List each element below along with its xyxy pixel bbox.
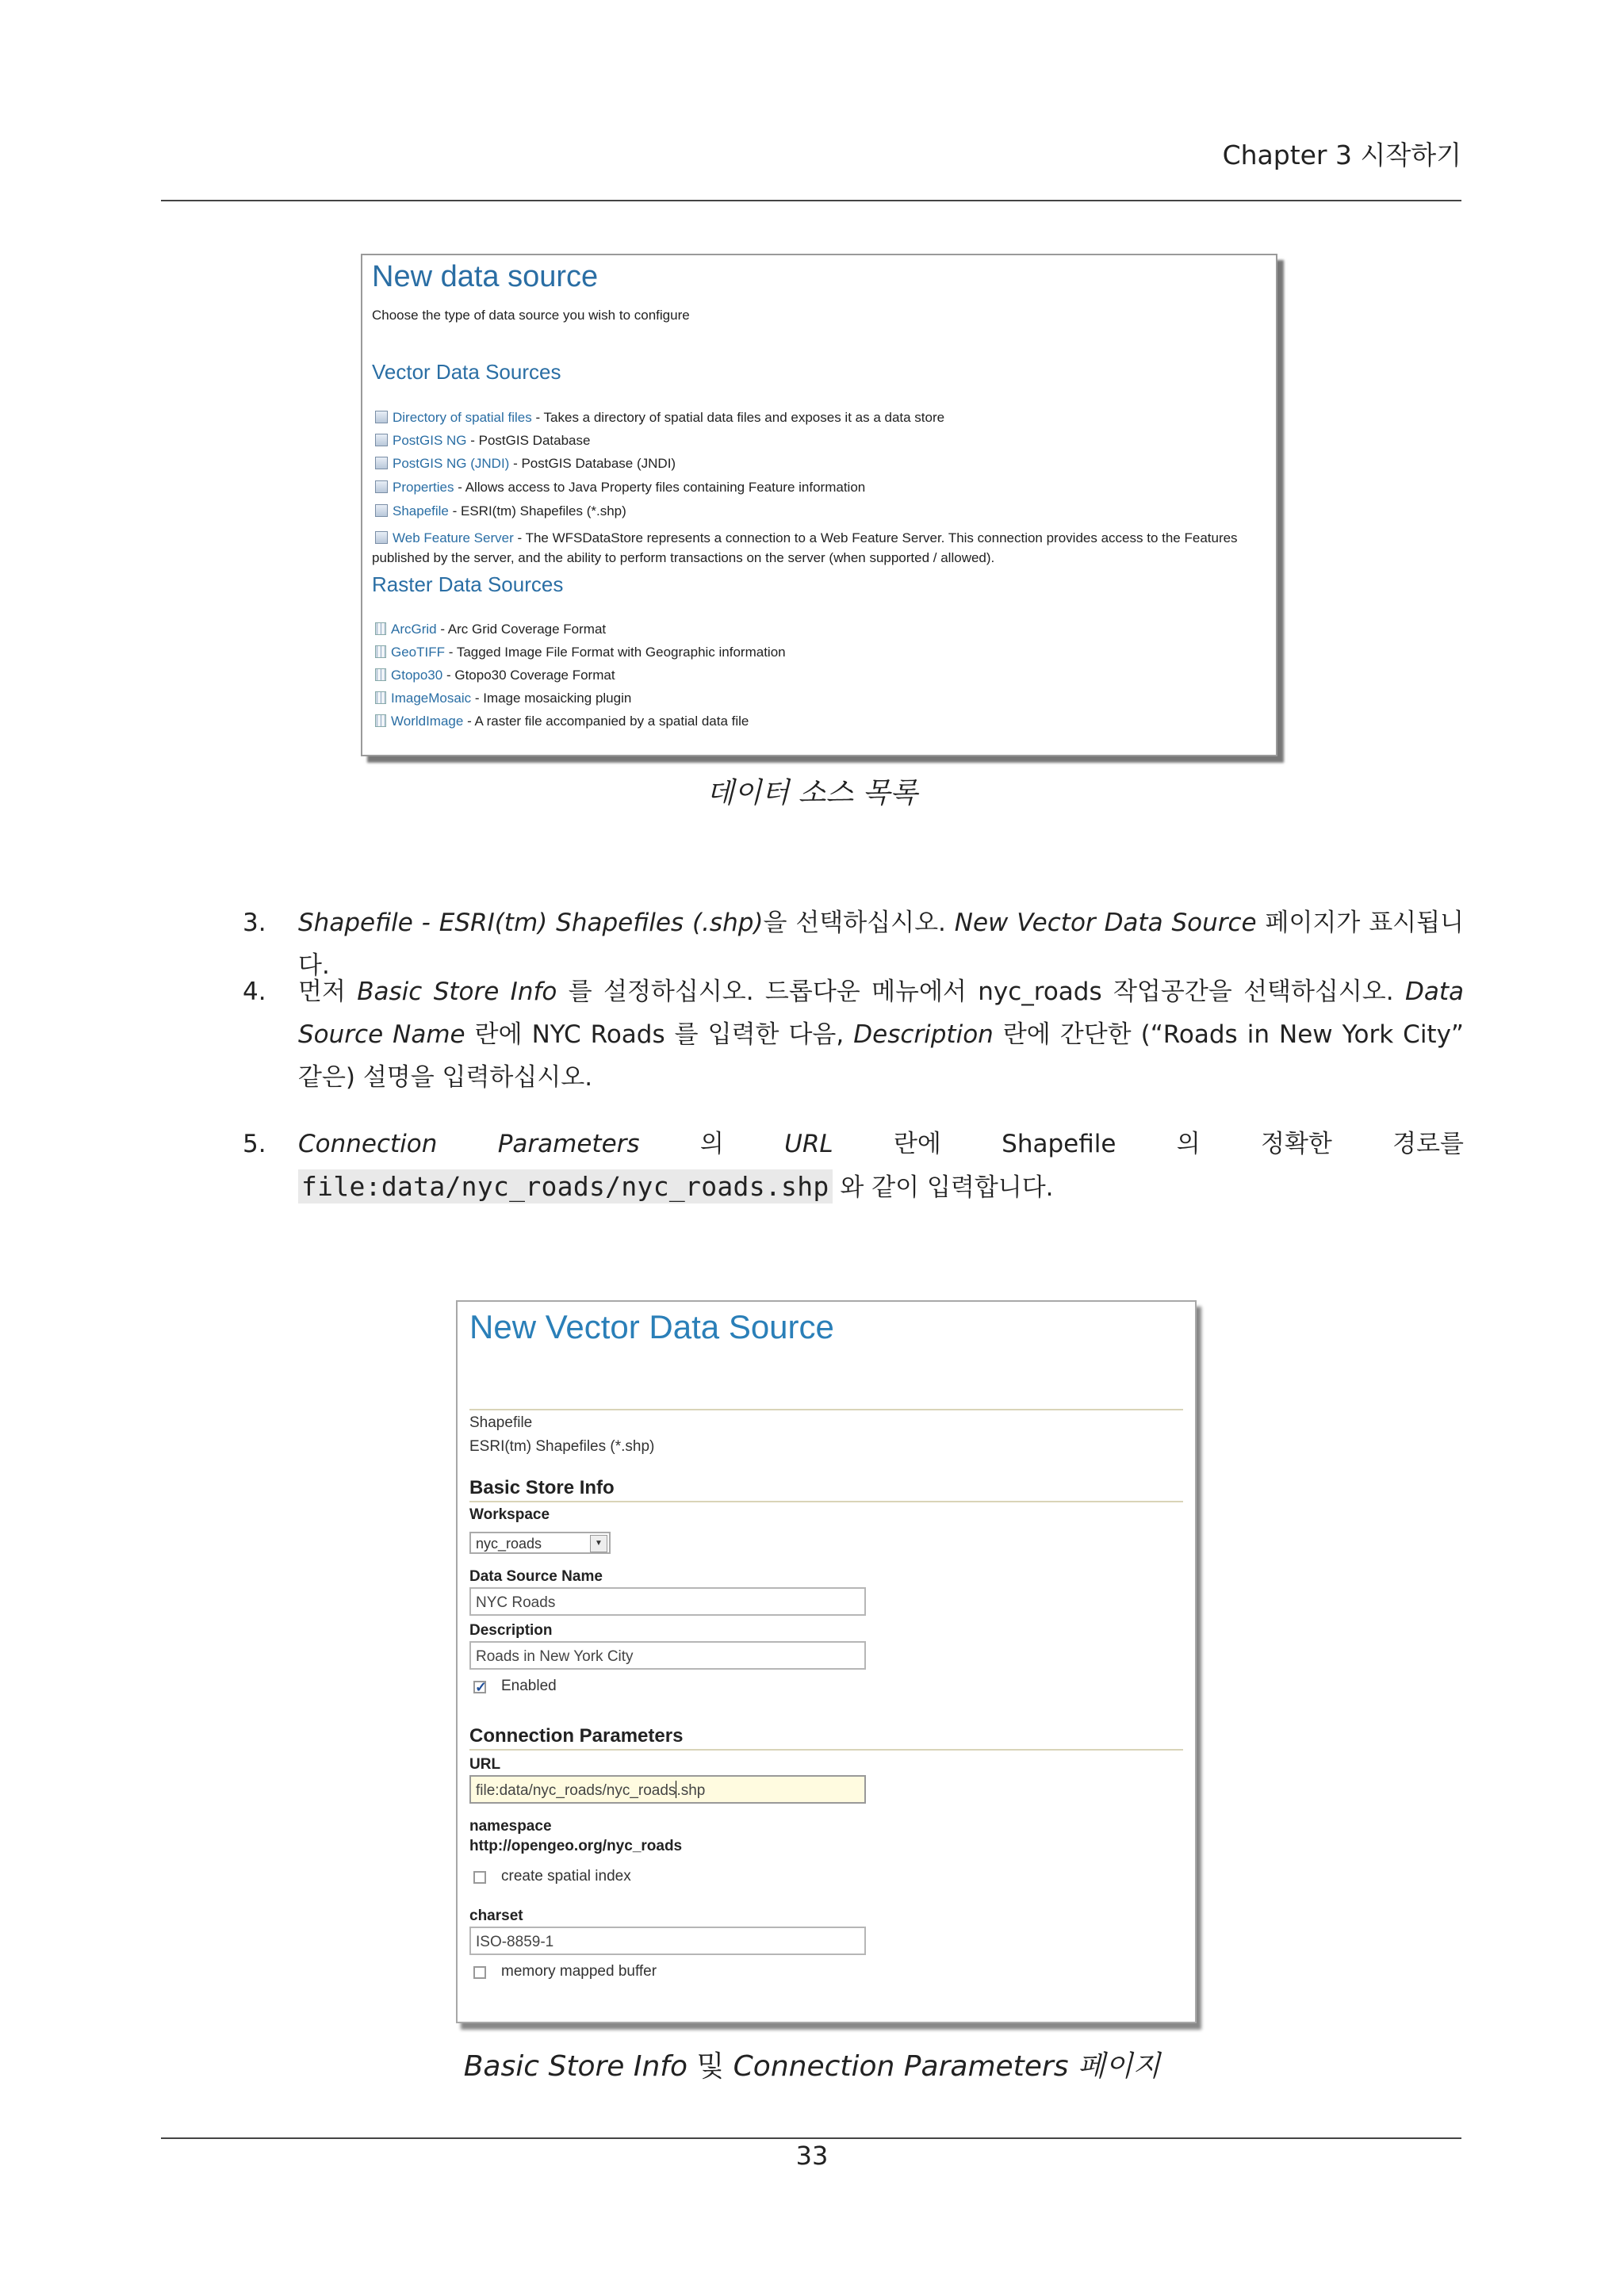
step-number: 4. [243,978,266,1006]
vector-source-icon [375,480,388,493]
divider [469,1749,1183,1751]
raster-link-geotiff[interactable]: GeoTIFF [391,645,446,660]
term: New Vector Data Source [954,909,1257,937]
text-run: 의 [639,1130,785,1158]
text-run: 란에 Shapefile 의 정확한 경로를 [833,1130,1464,1158]
raster-link-worldimage[interactable]: WorldImage [391,714,464,729]
description-label: Description [469,1622,553,1639]
url-input[interactable] [469,1775,866,1804]
list-item-desc: - The WFSDataStore represents a connection to a Web Feature Server. This connection provides access to the Features published by the server, and the ability to perform transactions on the server (when supported / allowed). [372,530,1238,565]
raster-link-gtopo30[interactable]: Gtopo30 [391,668,443,683]
vector-link-wfs[interactable]: Web Feature Server [393,530,514,545]
raster-link-imagemosaic[interactable]: ImageMosaic [391,691,472,706]
vector-source-icon [375,411,388,423]
vector-source-icon [375,434,388,446]
list-item [375,480,865,496]
url-label: URL [469,1756,501,1773]
vector-link-postgis[interactable]: PostGIS NG [393,433,467,448]
enabled-label: Enabled [501,1678,557,1694]
text-run: 을 선택하십시오. [763,909,955,937]
list-item [372,528,1252,568]
vector-source-icon [375,457,388,469]
list-item-desc: - Arc Grid Coverage Format [436,622,607,637]
data-source-name-input[interactable]: NYC Roads [469,1587,866,1616]
namespace-label: namespace [469,1818,552,1835]
figure2-title: New Vector Data Source [469,1308,834,1345]
term: Basic Store Info [357,978,557,1006]
raster-source-icon [375,645,386,658]
header-rule [161,200,1461,201]
list-item [375,456,676,472]
text-run: 및 [688,2050,733,2083]
figure1-title: New data source [372,260,599,293]
enabled-checkbox[interactable]: ✓ [475,1679,488,1695]
workspace-label: Workspace [469,1506,550,1523]
new-vector-data-source-screenshot [456,1300,1197,2023]
spatial-index-checkbox[interactable] [473,1871,486,1884]
list-item-desc: - Gtopo30 Coverage Format [442,668,615,683]
connection-parameters-heading: Connection Parameters [469,1725,684,1747]
raster-source-icon [375,668,386,681]
list-item-desc: - Takes a directory of spatial data files and exposes it as a data store [531,410,945,425]
step-5-text-line2 [298,1165,1464,1209]
list-item [375,503,626,519]
step-number: 3. [243,909,266,937]
vector-source-icon [375,504,388,517]
term: Connection Parameters [733,2050,1069,2083]
text-run: 페이지가 표시됩니다. [298,909,1465,980]
basic-store-info-heading: Basic Store Info [469,1477,615,1498]
list-item [375,410,944,426]
new-data-source-screenshot [361,254,1277,756]
raster-source-icon [375,691,386,704]
term: Shapefile - ESRI(tm) Shapefiles (.shp) [298,909,764,937]
list-item [375,645,786,660]
namespace-value: http://opengeo.org/nyc_roads [469,1838,683,1854]
vector-link-shapefile[interactable]: Shapefile [393,503,449,519]
workspace-value: nyc_roads [476,1536,542,1552]
data-source-name-label: Data Source Name [469,1568,603,1585]
list-item-desc: - PostGIS Database [466,433,591,448]
vector-data-sources-heading: Vector Data Sources [372,360,561,384]
source-type-desc: ESRI(tm) Shapefiles (*.shp) [469,1438,655,1455]
shapefile-path-code: file:data/nyc_roads/nyc_roads.shp [298,1169,833,1203]
step-5-text [298,1123,1464,1165]
text-run: 먼저 [298,978,358,1006]
list-item [375,691,631,706]
page-number: 33 [795,2141,829,2171]
charset-input[interactable]: ISO-8859-1 [469,1927,866,1955]
text-run: 란에 간단한 (“Roads in New York City” 같은) 설명을 입력하십시오. [298,1020,1464,1092]
term: URL [784,1130,833,1158]
text-run: 란에 NYC Roads 를 입력한 다음, [465,1020,854,1049]
divider [469,1501,1183,1502]
list-item-desc: - Allows access to Java Property files containing Feature information [454,480,866,495]
divider [469,1409,1183,1410]
text-run: 를 설정하십시오. 드롭다운 메뉴에서 nyc_roads 작업공간을 선택하십시오. [557,978,1405,1006]
workspace-select[interactable] [469,1532,611,1554]
figure1-caption: 데이터 소스 목록 [706,777,918,809]
url-value-part: .shp [676,1782,706,1799]
url-value-part: file:data/nyc_roads/nyc_roads [476,1782,676,1799]
spatial-index-label: create spatial index [501,1868,631,1885]
dropdown-arrow-icon: ▼ [590,1535,607,1552]
source-type: Shapefile [469,1414,533,1431]
raster-link-arcgrid[interactable]: ArcGrid [391,622,437,637]
vector-link-directory[interactable]: Directory of spatial files [393,410,532,425]
text-run: 와 같이 입력합니다. [832,1173,1054,1202]
list-item [375,622,606,637]
term: Data Source Name [298,978,1464,1049]
vector-link-properties[interactable]: Properties [393,480,454,495]
figure2-caption [0,2044,1624,2084]
list-item-desc: - Image mosaicking plugin [471,691,632,706]
memory-mapped-label: memory mapped buffer [501,1963,657,1980]
list-item [375,668,615,683]
list-item-desc: - Tagged Image File Format with Geographic information [445,645,786,660]
vector-source-icon [375,531,388,544]
step-4-text [298,970,1464,1099]
raster-data-sources-heading: Raster Data Sources [372,572,564,596]
term: Connection Parameters [298,1130,640,1158]
list-item-desc: - A raster file accompanied by a spatial data file [463,714,749,729]
raster-source-icon [375,622,386,635]
list-item-desc: - PostGIS Database (JNDI) [509,456,676,471]
figure1-subtitle: Choose the type of data source you wish to configure [372,308,690,323]
step-number: 5. [243,1130,266,1158]
vector-link-postgis-jndi[interactable]: PostGIS NG (JNDI) [393,456,510,471]
charset-label: charset [469,1908,523,1924]
list-item [375,433,590,449]
term: Description [853,1020,994,1049]
description-input[interactable]: Roads in New York City [469,1641,866,1670]
text-run: 페이지 [1068,2050,1161,2083]
term: Basic Store Info [463,2050,688,2083]
footer-rule [161,2137,1461,2139]
list-item-desc: - ESRI(tm) Shapefiles (*.shp) [448,503,626,519]
list-item [375,714,749,729]
chapter-header: Chapter 3 시작하기 [1222,140,1461,170]
raster-source-icon [375,714,386,727]
memory-mapped-checkbox[interactable] [473,1966,486,1979]
